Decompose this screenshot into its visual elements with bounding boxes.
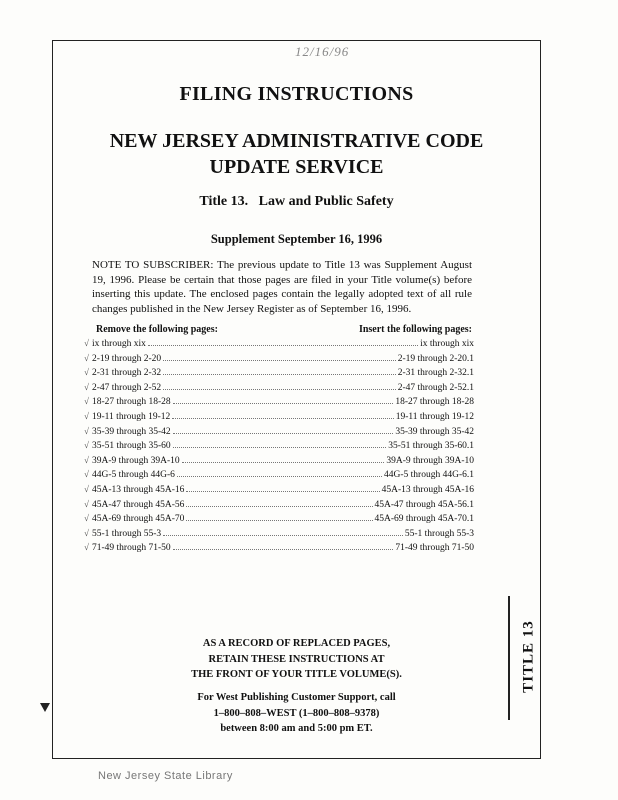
page-list-row (84, 469, 474, 484)
remove-pages: ix through xix (92, 339, 146, 349)
page-list (84, 338, 474, 557)
dot-leader (186, 513, 372, 521)
remove-pages: 44G-5 through 44G-6 (92, 470, 175, 481)
remove-pages: 2-31 through 2-32 (92, 368, 162, 379)
customer-support (52, 690, 541, 737)
checkmark-icon: √ (84, 410, 89, 421)
library-stamp: New Jersey State Library (98, 770, 233, 782)
title-line: Title 13. Law and Public Safety (199, 194, 394, 209)
support-phone: 1–800–808–WEST (1–800–808–9378) (213, 707, 380, 719)
side-divider (508, 596, 510, 720)
page-list-row (84, 528, 474, 543)
remove-pages: 55-1 through 55-3 (92, 528, 162, 539)
remove-pages: 45A-69 through 45A-70 (92, 514, 185, 525)
code-heading (52, 128, 541, 180)
page-list-row (84, 353, 474, 368)
checkmark-icon: √ (84, 396, 89, 407)
support-hours: between 8:00 am and 5:00 pm ET. (220, 723, 373, 734)
code-heading-line1: NEW JERSEY ADMINISTRATIVE CODE (109, 130, 484, 152)
checkmark-icon: √ (84, 381, 89, 392)
remove-column-header: Remove the following pages: (96, 324, 218, 335)
retain-line3: THE FRONT OF YOUR TITLE VOLUME(S). (191, 669, 402, 680)
dot-leader (163, 382, 396, 390)
dot-leader (163, 367, 396, 375)
remove-pages: 45A-47 through 45A-56 (92, 499, 185, 510)
insert-pages: 35-39 through 35-42 (395, 426, 474, 437)
insert-pages: 45A-47 through 45A-56.1 (374, 499, 474, 510)
margin-arrow-icon (40, 703, 50, 712)
remove-pages: 71-49 through 71-50 (92, 543, 171, 554)
page-list-row (84, 513, 474, 528)
page-list-row (84, 367, 474, 382)
dot-leader (186, 499, 372, 507)
checkmark-icon: √ (84, 542, 89, 553)
page-list-row (84, 542, 474, 557)
checkmark-icon: √ (84, 338, 89, 348)
remove-pages: 35-39 through 35-42 (92, 426, 171, 437)
remove-pages: 39A-9 through 39A-10 (92, 455, 180, 466)
checkmark-icon: √ (84, 513, 89, 524)
page-list-row (84, 455, 474, 470)
checkmark-icon: √ (84, 425, 89, 436)
retain-line2: RETAIN THESE INSTRUCTIONS AT (208, 653, 385, 665)
insert-pages: 45A-69 through 45A-70.1 (374, 514, 474, 525)
handwritten-mark: 12/16/96 (295, 44, 350, 59)
insert-pages: 2-31 through 2-32.1 (397, 368, 474, 379)
dot-leader (186, 484, 379, 492)
insert-pages: 19-11 through 19-12 (395, 411, 474, 422)
dot-leader (173, 426, 394, 434)
checkmark-icon: √ (84, 454, 89, 465)
code-heading-line2: UPDATE SERVICE (209, 156, 384, 178)
remove-pages: 45A-13 through 45A-16 (92, 484, 185, 495)
insert-pages: 71-49 through 71-50 (395, 543, 474, 554)
support-line1: For West Publishing Customer Support, call (197, 692, 396, 703)
insert-column-header: Insert the following pages: (358, 324, 472, 335)
checkmark-icon: √ (84, 440, 89, 451)
insert-pages: 2-19 through 2-20.1 (397, 353, 474, 364)
insert-pages: 2-47 through 2-52.1 (397, 382, 474, 393)
insert-pages: 35-51 through 35-60.1 (388, 441, 474, 452)
remove-pages: 2-19 through 2-20 (92, 353, 162, 364)
insert-pages: 55-1 through 55-3 (404, 528, 474, 539)
dot-leader (177, 469, 382, 477)
subscriber-note: NOTE TO SUBSCRIBER: The previous update to Title 13 was Supplement August 19, 1996. Please be certain that those pages are filed in your Title volume(s) before inserting this update. The enclosed pages contain the legally adopted text of all rule changes published in the New Jersey Register as of September 16, 1996. (92, 259, 472, 315)
remove-pages: 35-51 through 35-60 (92, 441, 171, 452)
insert-pages: 44G-5 through 44G-6.1 (384, 470, 474, 481)
insert-pages: ix through xix (420, 339, 474, 349)
retain-notice (52, 636, 541, 683)
checkmark-icon: √ (84, 367, 89, 378)
page-list-row (84, 440, 474, 455)
dot-leader (173, 440, 387, 448)
page-list-row (84, 338, 474, 353)
filing-instructions-heading: FILING INSTRUCTIONS (179, 83, 414, 105)
remove-pages: 2-47 through 2-52 (92, 382, 162, 393)
checkmark-icon: √ (84, 498, 89, 509)
supplement-date: Supplement September 16, 1996 (210, 232, 383, 246)
dot-leader (173, 396, 394, 404)
dot-leader (163, 528, 403, 536)
dot-leader (163, 353, 396, 361)
remove-pages: 18-27 through 18-28 (92, 397, 171, 408)
dot-leader (173, 542, 394, 550)
dot-leader (148, 338, 418, 346)
page-list-row (84, 484, 474, 499)
page-list-row (84, 382, 474, 397)
page-list-row (84, 426, 474, 441)
retain-line1: AS A RECORD OF REPLACED PAGES, (202, 638, 391, 649)
column-headers (96, 324, 472, 335)
dot-leader (172, 411, 393, 419)
insert-pages: 39A-9 through 39A-10 (386, 455, 474, 466)
checkmark-icon: √ (84, 527, 89, 538)
page-list-row (84, 411, 474, 426)
insert-pages: 18-27 through 18-28 (395, 397, 474, 408)
page-list-row (84, 396, 474, 411)
checkmark-icon: √ (84, 483, 89, 494)
remove-pages: 19-11 through 19-12 (92, 411, 171, 422)
side-title-label: TITLE 13 (520, 620, 537, 693)
checkmark-icon: √ (84, 469, 89, 480)
insert-pages: 45A-13 through 45A-16 (381, 484, 474, 495)
checkmark-icon: √ (84, 352, 89, 363)
dot-leader (182, 455, 385, 463)
page-list-row (84, 499, 474, 514)
